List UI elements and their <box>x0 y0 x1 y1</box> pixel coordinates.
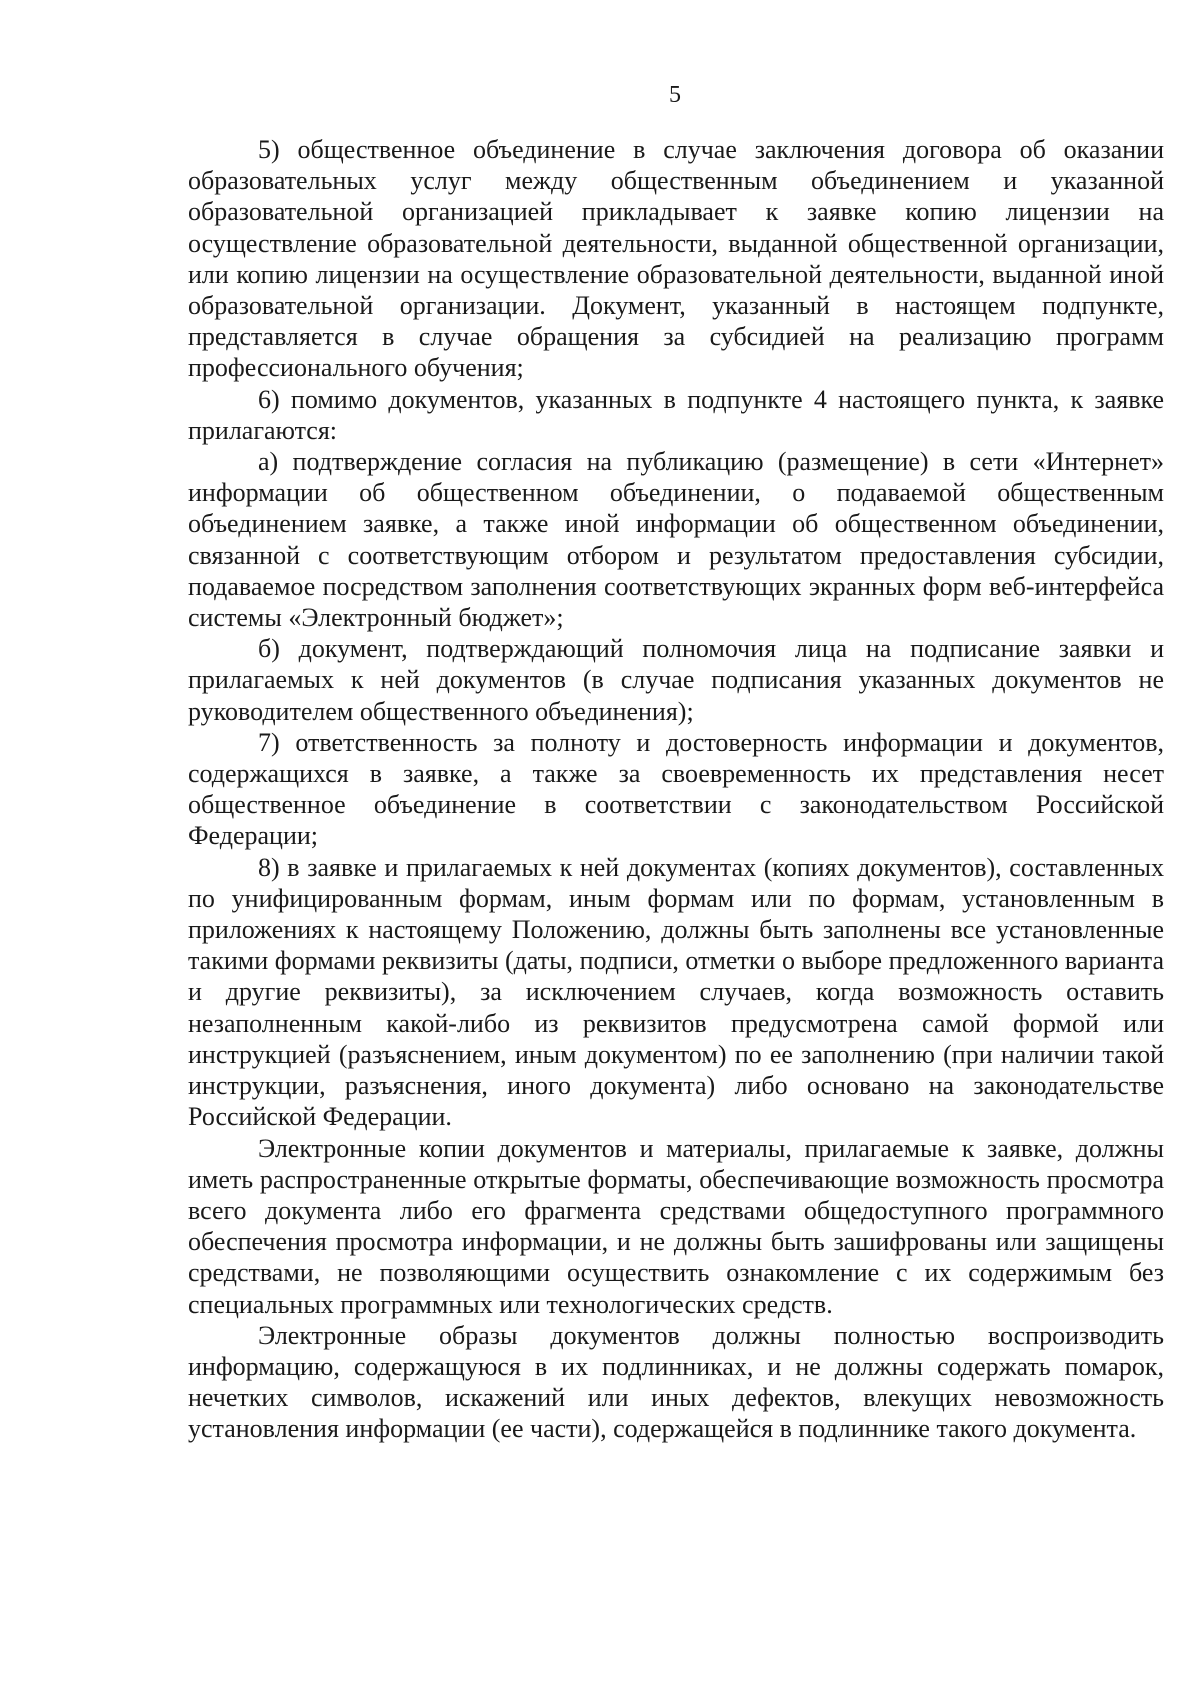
paragraph-subitem-a: а) подтверждение согласия на публикацию (размещение) в сети «Интернет» информации об общественном объединении, о подаваемой общественным объединением заявке, а также иной информации об общественном объединении, связанной с соответствующим отбором и результатом предоставления субсидии, подаваемое посредством заполнения соответствующих экранных форм веб-интерфейса системы «Электронный бюджет»; <box>188 447 1164 633</box>
paragraph-subitem-b: б) документ, подтверждающий полномочия лица на подписание заявки и прилагаемых к ней документов (в случае подписания указанных документов не руководителем общественного объединения); <box>188 634 1164 726</box>
paragraph-item-8: 8) в заявке и прилагаемых к ней документах (копиях документов), составленных по унифицированным формам, иным формам или по формам, установленным в приложениях к настоящему Положению, должны быть заполнены все установленные такими формами реквизиты (даты, подписи, отметки о выборе предложенного варианта и другие реквизиты), за исключением случаев, когда возможность оставить незаполненным какой-либо из реквизитов предусмотрена самой формой или инструкцией (разъяснением, иным документом) по ее заполнению (при наличии такой инструкции, разъяснения, иного документа) либо основано на законодательстве Российской Федерации. <box>188 852 1164 1132</box>
document-body <box>188 134 1164 1445</box>
paragraph-item-5: 5) общественное объединение в случае заключения договора об оказании образовательных услуг между общественным объединением и указанной образовательной организацией прикладывает к заявке копию лицензии на осуществление образовательной деятельности, выданной общественной организации, или копию лицензии на осуществление образовательной деятельности, выданной иной образовательной организации. Документ, указанный в настоящем подпункте, представляется в случае обращения за субсидией на реализацию программ профессионального обучения; <box>188 135 1164 383</box>
page-number: 5 <box>669 82 681 108</box>
paragraph-electronic-copies: Электронные копии документов и материалы, прилагаемые к заявке, должны иметь распространенные открытые форматы, обеспечивающие возможность просмотра всего документа либо его фрагмента средствами общедоступного программного обеспечения просмотра информации, и не должны быть зашифрованы или защищены средствами, не позволяющими осуществить ознакомление с их содержимым без специальных программных или технологических средств. <box>188 1133 1164 1319</box>
paragraph-item-6: 6) помимо документов, указанных в подпункте 4 настоящего пункта, к заявке прилагаются: <box>188 384 1164 445</box>
paragraph-electronic-images: Электронные образы документов должны полностью воспроизводить информацию, содержащуюся в их подлинниках, и не должны содержать помарок, нечетких символов, искажений или иных дефектов, влекущих невозможность установления информации (ее части), содержащейся в подлиннике такого документа. <box>188 1320 1164 1444</box>
paragraph-item-7: 7) ответственность за полноту и достоверность информации и документов, содержащихся в заявке, а также за своевременность их представления несет общественное объединение в соответствии с законодательством Российской Федерации; <box>188 727 1164 851</box>
